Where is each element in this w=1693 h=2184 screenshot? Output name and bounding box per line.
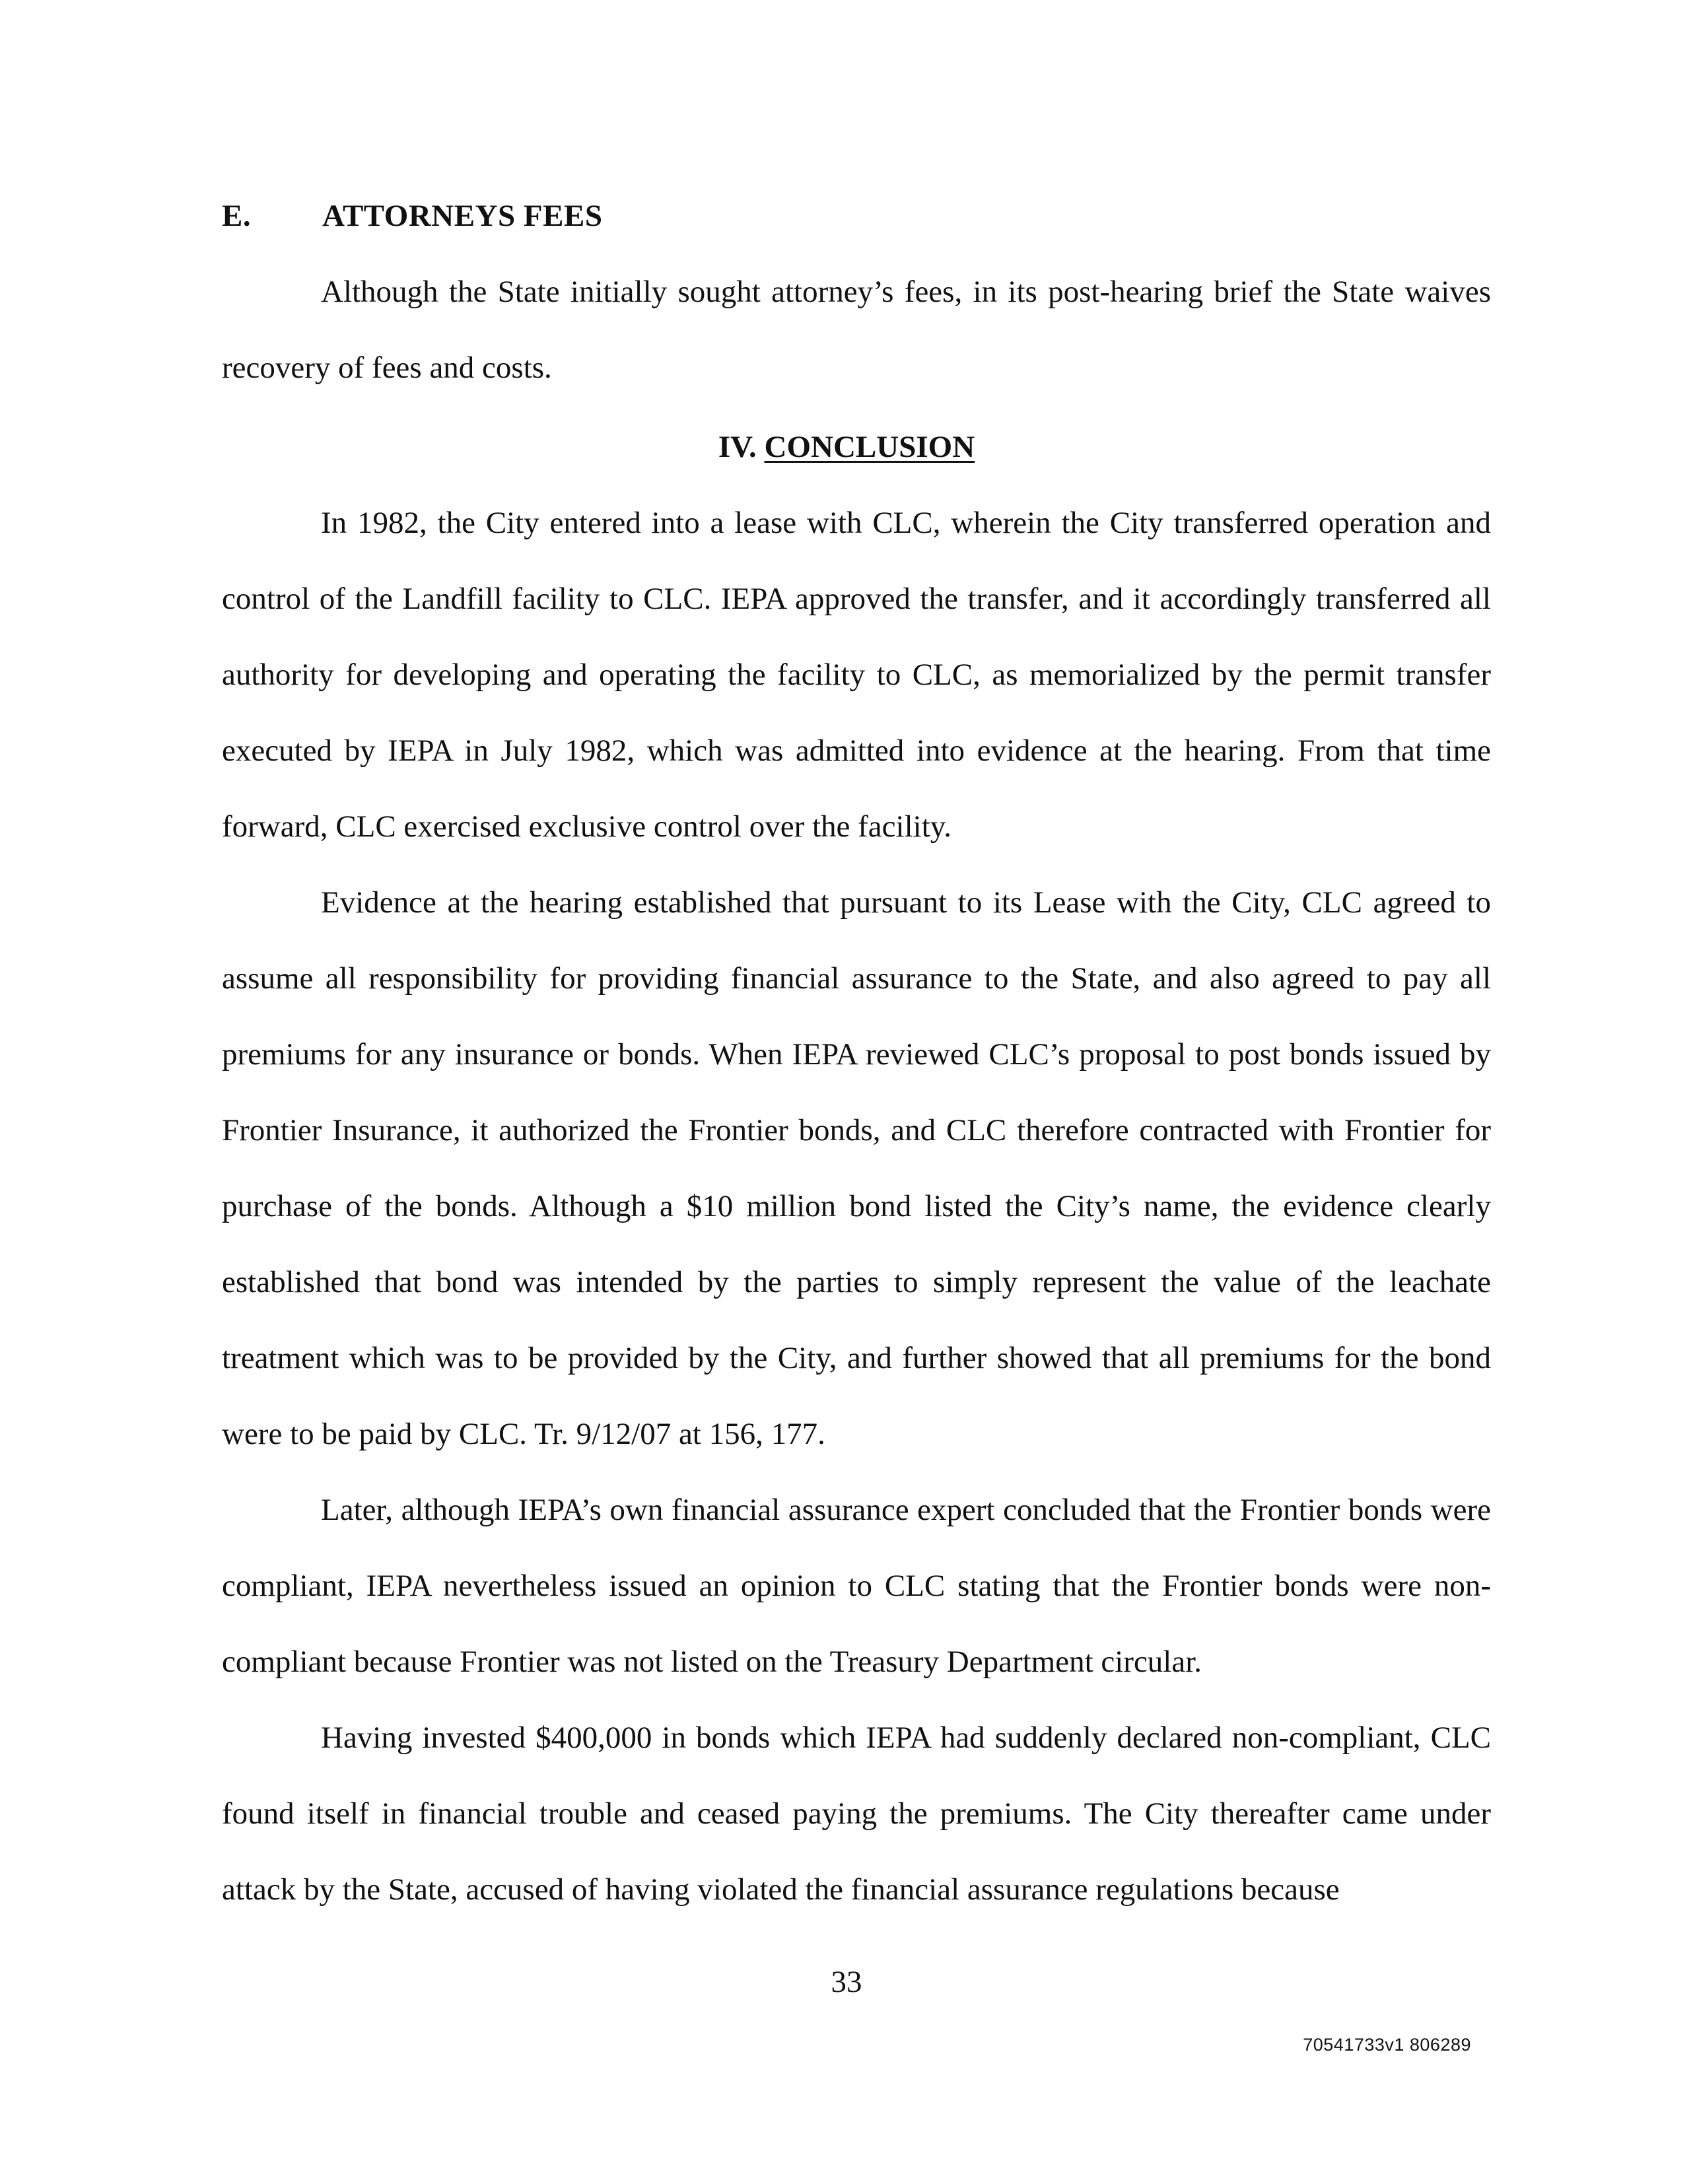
conclusion-paragraph-3: Later, although IEPA’s own financial assurance expert concluded that the Frontier bonds were compliant, IEPA nevertheless issued an opinion to CLC stating that the Frontier bonds were non-compliant because Frontier was not listed on the Treasury Department circular. — [222, 1493, 1491, 1679]
conclusion-paragraph-1: In 1982, the City entered into a lease with CLC, wherein the City transferred operation and control of the Landfill facility to CLC. IEPA approved the transfer, and it accordingly transferred all authority for developing and operating the facility to CLC, as memorialized by the permit transfer executed by IEPA in July 1982, which was admitted into evidence at the hearing. From that time forward, CLC exercised exclusive control over the facility. — [222, 506, 1491, 844]
conclusion-paragraph-4: Having invested $400,000 in bonds which IEPA had suddenly declared non-compliant, CLC found itself in financial trouble and ceased paying the premiums. The City thereafter came under attack by the State, accused of having violated the financial assurance regulations because — [222, 1721, 1491, 1907]
page-number: 33 — [831, 1965, 862, 1999]
conclusion-numeral: IV. — [718, 430, 757, 464]
section-e-heading — [222, 198, 602, 234]
section-e-letter: E. — [222, 199, 252, 233]
conclusion-heading — [0, 429, 1693, 465]
conclusion-paragraph-2: Evidence at the hearing established that pursuant to its Lease with the City, CLC agreed to assume all responsibility for providing financial assurance to the State, and also agreed to pay all premiums for any insurance or bonds. When IEPA reviewed CLC’s proposal to post bonds issued by Frontier Insurance, it authorized the Frontier bonds, and CLC therefore contracted with Frontier for purchase of the bonds. Although a $10 million bond listed the City’s name, the evidence clearly established that bond was intended by the parties to simply represent the value of the leachate treatment which was to be provided by the City, and further showed that all premiums for the bond were to be paid by CLC. Tr. 9/12/07 at 156, 177. — [222, 885, 1491, 1451]
section-e-body — [222, 254, 1491, 406]
conclusion-body — [222, 485, 1491, 1928]
attorneys-fees-paragraph: Although the State initially sought attorney’s fees, in its post-hearing brief the State waives recovery of fees and costs. — [222, 275, 1491, 385]
document-id: 70541733v1 806289 — [1303, 2035, 1471, 2055]
section-e-title: ATTORNEYS FEES — [322, 199, 603, 233]
conclusion-title: CONCLUSION — [764, 430, 975, 464]
